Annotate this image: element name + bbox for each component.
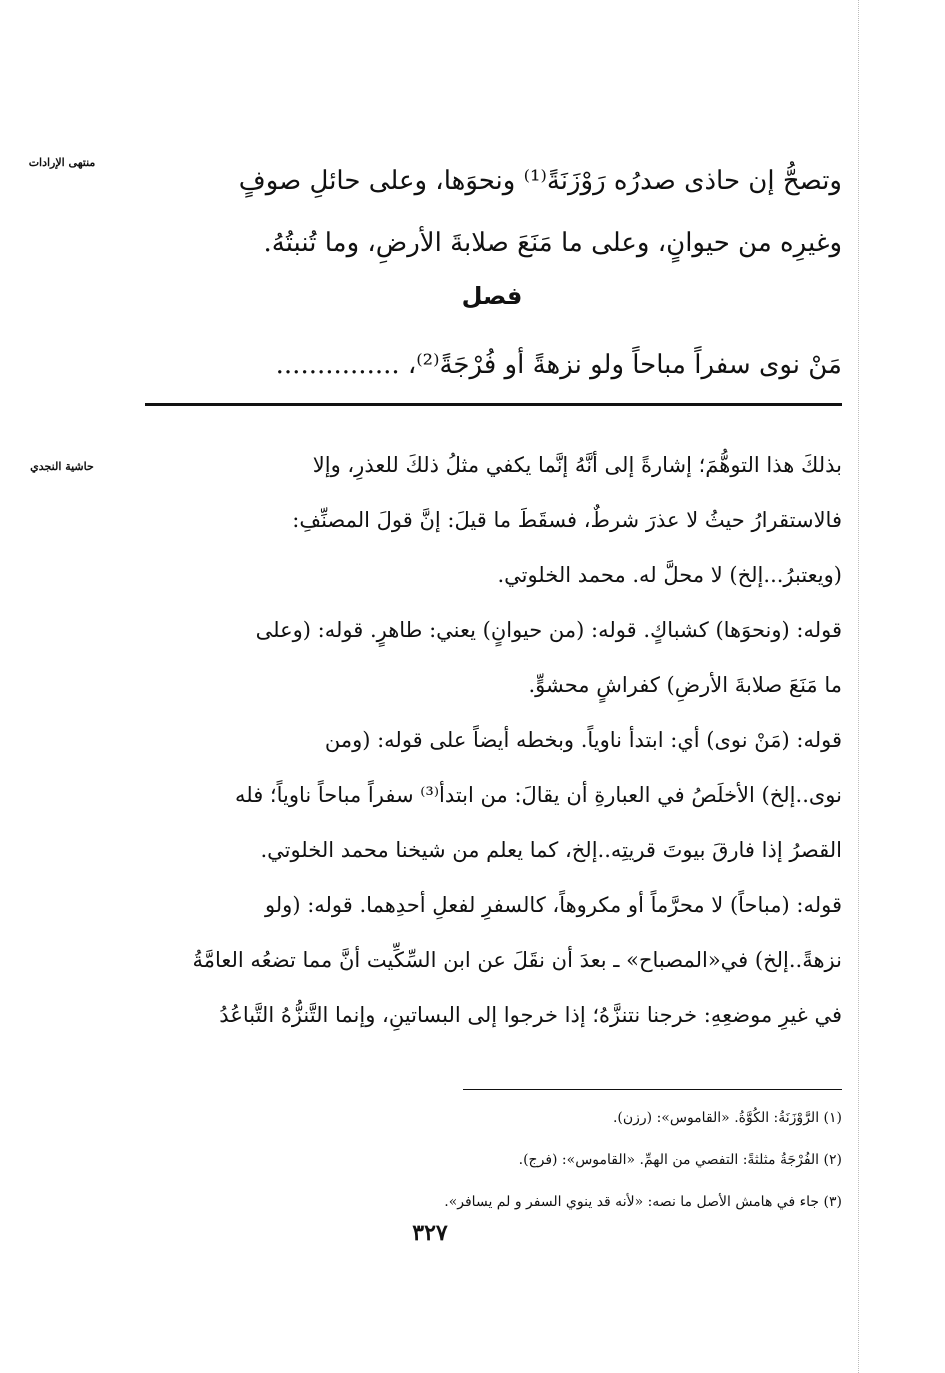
matn-line: وتصحُّ إن حاذى صدرُه رَوْزَنَةً⁽¹⁾ ونحوَها، وعلى حائلِ صوفٍ [238, 166, 842, 196]
sharh-line: في غيرِ موضعِهِ: خرجنا نتنزَّهُ؛ إذا خرجوا إلى البساتينِ، وإنما التَّنزُّهُ التَّباعُدُ [219, 1003, 842, 1027]
sharh-line: فالاستقرارُ حيثُ لا عذرَ شرطٌ، فسقَطَ ما قيلَ: إنَّ قولَ المصنِّفِ: [292, 508, 842, 532]
sharh-line: بذلكَ هذا التوهُّمَ؛ إشارةً إلى أنَّهُ إنَّما يكفي مثلُ ذلكَ للعذرِ، وإلا [312, 453, 842, 477]
footnotes [300, 1097, 842, 1223]
sharh-line: قوله: (مباحاً) لا محرَّماً أو مكروهاً، كالسفرِ لفعلِ أحدِهما. قوله: (ولو [264, 893, 842, 917]
sharh-line: قوله: (مَنْ نوى) أي: ابتدأ ناوياً. وبخطه أيضاً على قوله: (ومن [324, 728, 842, 752]
footnote-item: (٣) جاء في هامش الأصل ما نصه: «لأنه قد ينوي السفر و لم يسافر». [444, 1194, 842, 1210]
sharh-line: ما مَنَعَ صلابةَ الأرضِ) كفراشٍ محشوٍّ. [528, 673, 842, 697]
footnote-rule [463, 1089, 842, 1090]
footnote-item: (١) الرَّوْزَنَةُ: الكُوَّةُ. «القاموس»: (رزن). [612, 1110, 842, 1126]
sharh-line: القصرُ إذا فارقَ بيوتَ قريتِه..إلخ، كما يعلم من شيخنا محمد الخلوتي. [260, 838, 842, 862]
sharh-line: قوله: (ونحوَها) كشباكٍ. قوله: (من حيوانٍ) يعني: طاهرٍ. قوله: (وعلى [255, 618, 842, 642]
sharh-text [142, 438, 842, 1043]
fasl-text [142, 334, 842, 396]
footnote-item: (٢) الفُرْجَةُ مثلثةً: التفصي من الهمِّ. «القاموس»: (فرج). [518, 1152, 842, 1168]
matn-line: مَنْ نوى سفراً مباحاً ولو نزهةً أو فُرْجَةً⁽²⁾، ............... [275, 350, 842, 380]
scan-edge-divider [858, 0, 859, 1373]
sharh-line: (ويعتبرُ...إلخ) لا محلَّ له. محمد الخلوتي. [497, 563, 842, 587]
page-number: ٣٢٧ [412, 1220, 448, 1246]
margin-label-muntaha: منتهى الإرادات [28, 156, 96, 169]
margin-label-hashiya: حاشية النجدي [30, 460, 94, 473]
sharh-line: نوى..إلخ) الأخلَصُ في العبارةِ أن يقالَ: من ابتدأ⁽³⁾ سفراً مباحاً ناوياً؛ فله [234, 783, 842, 807]
matn-text [142, 150, 842, 274]
matn-line: وغيرِه من حيوانٍ، وعلى ما مَنَعَ صلابةَ الأرضِ، وما تُنبتُهُ. [263, 228, 842, 258]
sharh-line: نزهةً..إلخ) في«المصباح» ـ بعدَ أن نقَلَ عن ابن السِّكِّيت أنَّ مما تضعُه العامَّةُ [192, 948, 842, 972]
matn-separator-rule [145, 403, 842, 406]
section-heading: فصل [461, 282, 523, 310]
